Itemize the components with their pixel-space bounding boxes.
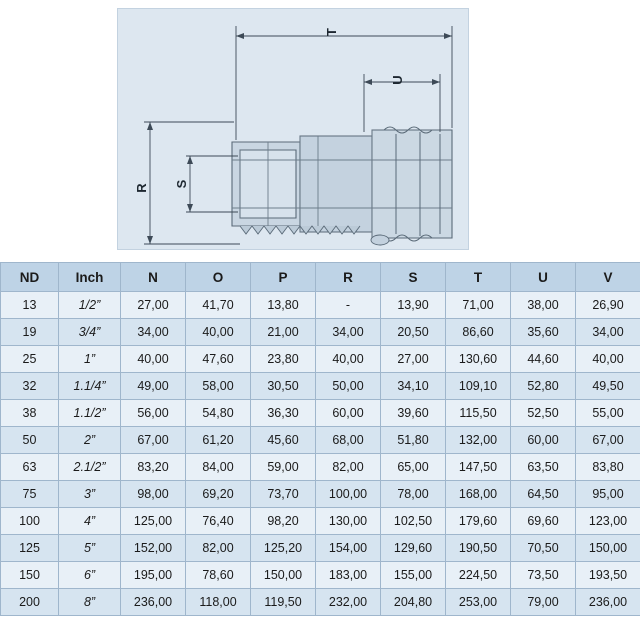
cell-o: 118,00 — [186, 589, 251, 616]
cell-s: 34,10 — [381, 373, 446, 400]
cell-o: 76,40 — [186, 508, 251, 535]
column-header-s: S — [381, 263, 446, 292]
cell-u: 52,50 — [511, 400, 576, 427]
cell-n: 195,00 — [121, 562, 186, 589]
cell-t: 147,50 — [446, 454, 511, 481]
cell-o: 69,20 — [186, 481, 251, 508]
table-row — [1, 589, 640, 616]
cell-inch: 8” — [59, 589, 121, 616]
cell-p: 73,70 — [251, 481, 316, 508]
cell-r: 130,00 — [316, 508, 381, 535]
cell-t: 224,50 — [446, 562, 511, 589]
cell-r: 60,00 — [316, 400, 381, 427]
column-header-r: R — [316, 263, 381, 292]
drawing-area — [0, 0, 640, 258]
cell-nd: 100 — [1, 508, 59, 535]
cell-n: 27,00 — [121, 292, 186, 319]
cell-t: 71,00 — [446, 292, 511, 319]
cell-o: 47,60 — [186, 346, 251, 373]
cell-v: 49,50 — [576, 373, 640, 400]
column-header-inch: Inch — [59, 263, 121, 292]
table-row — [1, 481, 640, 508]
cell-u: 60,00 — [511, 427, 576, 454]
cell-p: 36,30 — [251, 400, 316, 427]
cell-n: 125,00 — [121, 508, 186, 535]
table-row — [1, 454, 640, 481]
cell-n: 236,00 — [121, 589, 186, 616]
cell-r: 50,00 — [316, 373, 381, 400]
table-row — [1, 508, 640, 535]
cell-nd: 75 — [1, 481, 59, 508]
cell-s: 20,50 — [381, 319, 446, 346]
cell-u: 73,50 — [511, 562, 576, 589]
cell-p: 125,20 — [251, 535, 316, 562]
cell-t: 130,60 — [446, 346, 511, 373]
cell-u: 70,50 — [511, 535, 576, 562]
cell-o: 40,00 — [186, 319, 251, 346]
cell-nd: 19 — [1, 319, 59, 346]
column-header-u: U — [511, 263, 576, 292]
cell-o: 82,00 — [186, 535, 251, 562]
cell-t: 168,00 — [446, 481, 511, 508]
dimension-label-T: T — [324, 28, 339, 36]
table-header-row — [1, 263, 640, 292]
column-header-nd: ND — [1, 263, 59, 292]
cell-o: 58,00 — [186, 373, 251, 400]
table-row — [1, 292, 640, 319]
cell-nd: 125 — [1, 535, 59, 562]
cell-r: 68,00 — [316, 427, 381, 454]
column-header-v: V — [576, 263, 640, 292]
cell-v: 150,00 — [576, 535, 640, 562]
table-row — [1, 427, 640, 454]
cell-v: 40,00 — [576, 346, 640, 373]
cell-r: 82,00 — [316, 454, 381, 481]
cell-nd: 13 — [1, 292, 59, 319]
cell-t: 132,00 — [446, 427, 511, 454]
cell-v: 123,00 — [576, 508, 640, 535]
table-row — [1, 535, 640, 562]
cell-r: 154,00 — [316, 535, 381, 562]
cell-v: 67,00 — [576, 427, 640, 454]
cell-inch: 6” — [59, 562, 121, 589]
cell-s: 65,00 — [381, 454, 446, 481]
cell-s: 78,00 — [381, 481, 446, 508]
column-header-o: O — [186, 263, 251, 292]
cell-s: 204,80 — [381, 589, 446, 616]
cell-inch: 2” — [59, 427, 121, 454]
cell-p: 30,50 — [251, 373, 316, 400]
cell-nd: 50 — [1, 427, 59, 454]
cell-p: 45,60 — [251, 427, 316, 454]
cell-nd: 63 — [1, 454, 59, 481]
cell-inch: 5” — [59, 535, 121, 562]
cell-v: 83,80 — [576, 454, 640, 481]
cell-s: 13,90 — [381, 292, 446, 319]
cell-v: 34,00 — [576, 319, 640, 346]
cell-v: 95,00 — [576, 481, 640, 508]
cell-r: 183,00 — [316, 562, 381, 589]
cell-p: 98,20 — [251, 508, 316, 535]
cell-r: 232,00 — [316, 589, 381, 616]
cell-inch: 1.1/2” — [59, 400, 121, 427]
cell-n: 49,00 — [121, 373, 186, 400]
table-row — [1, 346, 640, 373]
column-header-n: N — [121, 263, 186, 292]
cell-s: 129,60 — [381, 535, 446, 562]
cell-p: 21,00 — [251, 319, 316, 346]
cell-o: 41,70 — [186, 292, 251, 319]
cell-n: 34,00 — [121, 319, 186, 346]
cell-t: 179,60 — [446, 508, 511, 535]
cell-n: 67,00 — [121, 427, 186, 454]
cell-o: 61,20 — [186, 427, 251, 454]
cell-r: 100,00 — [316, 481, 381, 508]
cell-p: 23,80 — [251, 346, 316, 373]
cell-n: 98,00 — [121, 481, 186, 508]
cell-v: 236,00 — [576, 589, 640, 616]
cell-t: 109,10 — [446, 373, 511, 400]
dimension-label-U: U — [390, 75, 405, 85]
cell-u: 79,00 — [511, 589, 576, 616]
cell-u: 38,00 — [511, 292, 576, 319]
cell-v: 55,00 — [576, 400, 640, 427]
cell-n: 152,00 — [121, 535, 186, 562]
dimensions-table-wrapper — [0, 262, 640, 616]
cell-r: 34,00 — [316, 319, 381, 346]
column-header-t: T — [446, 263, 511, 292]
dimension-label-S: S — [174, 179, 189, 189]
cell-n: 40,00 — [121, 346, 186, 373]
cell-s: 39,60 — [381, 400, 446, 427]
bottom-ring — [371, 235, 389, 245]
cell-t: 190,50 — [446, 535, 511, 562]
cell-v: 193,50 — [576, 562, 640, 589]
table-row — [1, 562, 640, 589]
cell-p: 150,00 — [251, 562, 316, 589]
cell-s: 102,50 — [381, 508, 446, 535]
cell-s: 155,00 — [381, 562, 446, 589]
cell-v: 26,90 — [576, 292, 640, 319]
cell-n: 83,20 — [121, 454, 186, 481]
cell-n: 56,00 — [121, 400, 186, 427]
cell-u: 35,60 — [511, 319, 576, 346]
cell-inch: 3/4” — [59, 319, 121, 346]
cell-nd: 25 — [1, 346, 59, 373]
cell-nd: 32 — [1, 373, 59, 400]
cell-nd: 38 — [1, 400, 59, 427]
cell-t: 115,50 — [446, 400, 511, 427]
dimensions-table — [0, 262, 640, 616]
cell-p: 119,50 — [251, 589, 316, 616]
cell-u: 69,60 — [511, 508, 576, 535]
cell-o: 84,00 — [186, 454, 251, 481]
table-row — [1, 373, 640, 400]
cell-p: 13,80 — [251, 292, 316, 319]
cell-inch: 2.1/2” — [59, 454, 121, 481]
cell-t: 253,00 — [446, 589, 511, 616]
column-header-p: P — [251, 263, 316, 292]
cell-u: 52,80 — [511, 373, 576, 400]
cell-inch: 1/2” — [59, 292, 121, 319]
cell-s: 51,80 — [381, 427, 446, 454]
cell-p: 59,00 — [251, 454, 316, 481]
cell-nd: 200 — [1, 589, 59, 616]
cell-inch: 4” — [59, 508, 121, 535]
cell-nd: 150 — [1, 562, 59, 589]
cell-inch: 1” — [59, 346, 121, 373]
coupling-cross-section-drawing — [0, 0, 640, 258]
dimension-label-R: R — [134, 183, 149, 193]
cell-u: 44,60 — [511, 346, 576, 373]
cell-u: 64,50 — [511, 481, 576, 508]
table-body — [1, 292, 640, 616]
cell-inch: 1.1/4” — [59, 373, 121, 400]
cell-o: 54,80 — [186, 400, 251, 427]
cell-t: 86,60 — [446, 319, 511, 346]
cell-r: 40,00 — [316, 346, 381, 373]
cell-u: 63,50 — [511, 454, 576, 481]
table-row — [1, 400, 640, 427]
cell-r: - — [316, 292, 381, 319]
cell-o: 78,60 — [186, 562, 251, 589]
table-row — [1, 319, 640, 346]
cell-s: 27,00 — [381, 346, 446, 373]
cell-inch: 3” — [59, 481, 121, 508]
